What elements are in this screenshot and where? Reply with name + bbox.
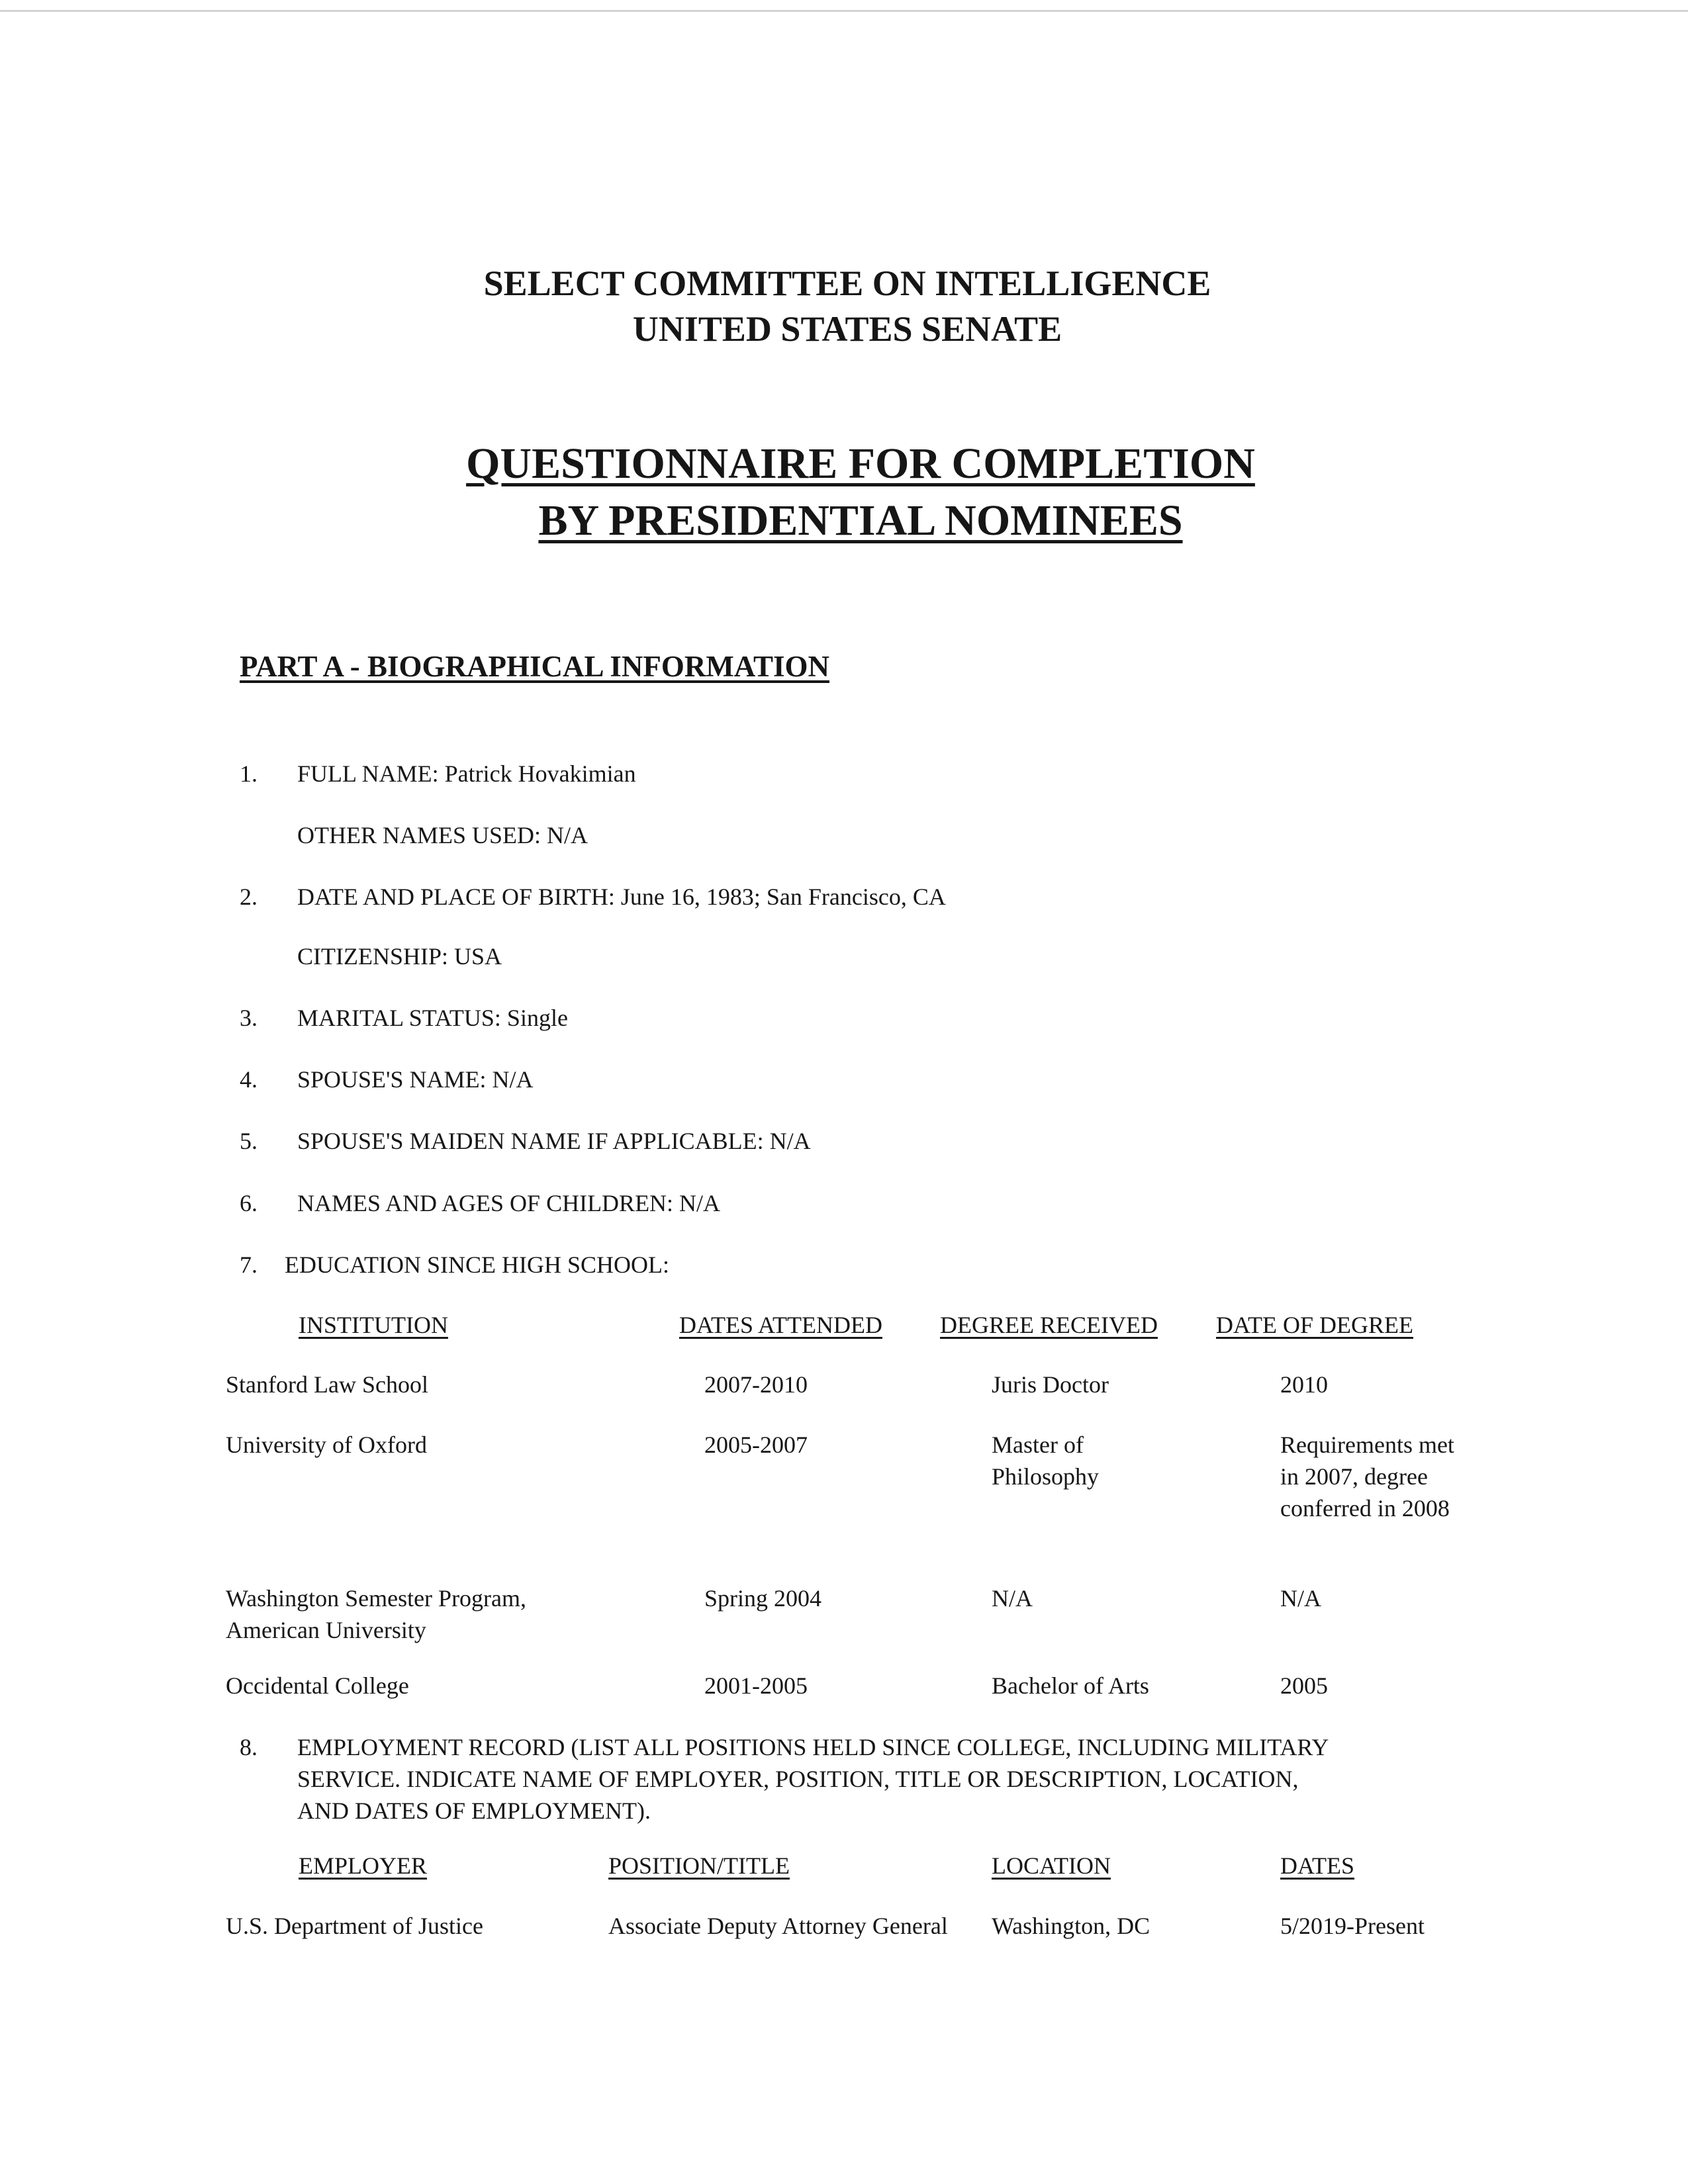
scan-edge-line [0, 10, 1688, 12]
item-number: 7. [240, 1251, 258, 1278]
degree-date: Requirements met in 2007, degree conferred in 2008 [1280, 1432, 1454, 1522]
institution: Washington Semester Program, American University [226, 1585, 527, 1643]
employer: U.S. Department of Justice [226, 1913, 483, 1939]
spouse-name: SPOUSE'S NAME: N/A [297, 1066, 534, 1093]
degree: N/A [992, 1585, 1033, 1612]
education-heading: EDUCATION SINCE HIGH SCHOOL: [285, 1251, 669, 1278]
item-number: 3. [240, 1005, 258, 1031]
position-title: Associate Deputy Attorney General [608, 1913, 948, 1939]
citizenship: CITIZENSHIP: USA [297, 943, 502, 970]
children: NAMES AND AGES OF CHILDREN: N/A [297, 1190, 721, 1216]
col-header-date-of-degree: DATE OF DEGREE [1216, 1312, 1413, 1338]
item-number: 1. [240, 760, 258, 787]
employment-heading: EMPLOYMENT RECORD (LIST ALL POSITIONS HELD SINCE COLLEGE, INCLUDING MILITARY SERVICE. INDICATE NAME OF EMPLOYER, POSITION, TITLE OR DESCRIPTION, LOCATION, AND DATES OF EMPLOYMENT). [297, 1734, 1329, 1824]
item-number: 4. [240, 1066, 258, 1093]
degree-date: N/A [1280, 1585, 1321, 1612]
senate-name: UNITED STATES SENATE [632, 309, 1062, 349]
marital-status: MARITAL STATUS: Single [297, 1005, 568, 1031]
degree: Bachelor of Arts [992, 1672, 1149, 1699]
col-header-location: LOCATION [992, 1852, 1111, 1879]
col-header-employer: EMPLOYER [299, 1852, 428, 1879]
degree-date: 2005 [1280, 1672, 1328, 1699]
location: Washington, DC [992, 1913, 1150, 1939]
col-header-dates: DATES [1280, 1852, 1355, 1879]
institution: Occidental College [226, 1672, 409, 1699]
title-line-1: QUESTIONNAIRE FOR COMPLETION [466, 439, 1255, 488]
degree-date: 2010 [1280, 1371, 1328, 1398]
col-header-degree-received: DEGREE RECEIVED [940, 1312, 1158, 1338]
other-names: OTHER NAMES USED: N/A [297, 822, 588, 848]
dates-attended: 2007-2010 [704, 1371, 808, 1398]
item-number: 8. [240, 1734, 258, 1760]
item-number: 6. [240, 1190, 258, 1216]
part-a-heading: PART A - BIOGRAPHICAL INFORMATION [240, 650, 829, 683]
full-name: FULL NAME: Patrick Hovakimian [297, 760, 636, 787]
col-header-dates-attended: DATES ATTENDED [679, 1312, 882, 1338]
item-number: 2. [240, 884, 258, 910]
degree: Juris Doctor [992, 1371, 1109, 1398]
col-header-institution: INSTITUTION [299, 1312, 448, 1338]
dates: 5/2019-Present [1280, 1913, 1425, 1939]
col-header-position: POSITION/TITLE [608, 1852, 790, 1879]
dates-attended: 2001-2005 [704, 1672, 808, 1699]
degree: Master of Philosophy [992, 1432, 1100, 1490]
committee-name: SELECT COMMITTEE ON INTELLIGENCE [483, 263, 1211, 303]
title-line-2: BY PRESIDENTIAL NOMINEES [538, 496, 1183, 545]
spouse-maiden-name: SPOUSE'S MAIDEN NAME IF APPLICABLE: N/A [297, 1128, 811, 1154]
dates-attended: Spring 2004 [704, 1585, 822, 1612]
dates-attended: 2005-2007 [704, 1432, 808, 1458]
birth-info: DATE AND PLACE OF BIRTH: June 16, 1983; San Francisco, CA [297, 884, 946, 910]
institution: University of Oxford [226, 1432, 427, 1458]
institution: Stanford Law School [226, 1371, 428, 1398]
item-number: 5. [240, 1128, 258, 1154]
